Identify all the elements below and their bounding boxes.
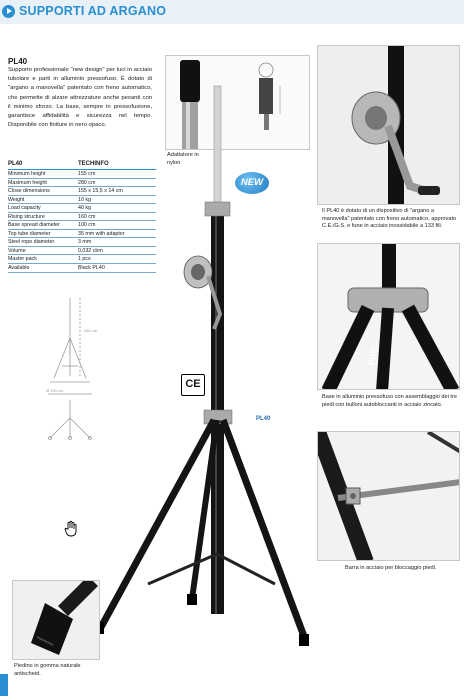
spec-value: 155 x 15,5 x 14 cm bbox=[78, 188, 123, 195]
spec-value: 10 kg bbox=[78, 196, 91, 203]
spec-label: Rising structure bbox=[8, 213, 45, 220]
spec-label: Master pack bbox=[8, 256, 37, 263]
spec-value: 0,032 cbm bbox=[78, 247, 103, 254]
spec-label: Volume bbox=[8, 247, 26, 254]
play-bullet-icon bbox=[2, 5, 15, 18]
spec-label: Load capacity bbox=[8, 205, 41, 212]
page-header bbox=[0, 0, 464, 24]
specs-header-techinfo: TECHINFO bbox=[78, 161, 109, 167]
foot-photo bbox=[12, 580, 100, 660]
spec-label: Minimum height bbox=[8, 171, 46, 177]
spec-value: 1 pcs bbox=[78, 256, 91, 263]
caption-barra: Barra in acciaio per bloccaggio piedi. bbox=[345, 565, 437, 571]
spec-label: Available bbox=[8, 265, 30, 272]
ce-mark: CE bbox=[181, 374, 205, 396]
page-title: SUPPORTI AD ARGANO bbox=[19, 4, 167, 18]
caption-base: Base in alluminio pressofuso con assemblaggio dei tre piedi con bulloni autobloccanti in acciaio zincato. bbox=[322, 394, 457, 408]
spec-label: Close dimensions bbox=[8, 188, 50, 195]
svg-text:PRO: PRO bbox=[366, 345, 380, 367]
product-model: PL40 bbox=[8, 57, 28, 66]
spec-value: 35 mm with adaptor bbox=[78, 230, 125, 237]
spec-label: Top tube diameter bbox=[8, 230, 51, 237]
spec-value: 280 cm bbox=[78, 179, 96, 186]
stand-model-label: PL40 bbox=[256, 416, 271, 422]
caption-argano: Il PL40 è dotato di un dispositivo di "argano a manovella" patentato con freno automatico, approvato C.E./G.S. e fune in acciaio inossidabile a 133 fili. bbox=[322, 208, 457, 230]
svg-text:280 cm: 280 cm bbox=[84, 328, 98, 333]
new-badge: NEW bbox=[235, 172, 269, 194]
caption-adattatore: Adattatore in nylon bbox=[167, 152, 199, 166]
spec-label: Weight bbox=[8, 196, 25, 203]
svg-text:Ø 100 cm: Ø 100 cm bbox=[46, 388, 64, 393]
bar-photo bbox=[317, 431, 460, 561]
spec-label: Base spread diameter bbox=[8, 222, 60, 229]
spec-value: 155 cm bbox=[78, 171, 96, 177]
spec-value: 3 mm bbox=[78, 239, 92, 246]
winch-photo bbox=[317, 45, 460, 205]
product-description: Supporto professionale "new design" per luci in acciaio tubolare e parti in alluminio pressofuso. È dotato di "argano a manovella" patentato con freno automatico, che permette di alzare attrezzature anche pesanti con il minimo sforzo. La base, sempre in pressofusione, garantisce affidabilità e sicurezza nel tempo. Disponibile con finiture in nero opaco. bbox=[8, 67, 152, 129]
specs-header-model: PL40 bbox=[8, 161, 23, 167]
spec-label: Steel rope diameter bbox=[8, 239, 55, 246]
pointing-hand-icon bbox=[62, 520, 80, 538]
spec-label: Maximum height bbox=[8, 179, 47, 186]
base-photo bbox=[317, 243, 460, 390]
spec-value: 40 kg bbox=[78, 205, 91, 212]
spec-value: Black PL40 bbox=[78, 265, 105, 272]
main-stand-image bbox=[80, 24, 320, 696]
page-edge-stripe bbox=[0, 674, 8, 696]
spec-value: 100 cm bbox=[78, 222, 96, 229]
spec-value: 160 cm bbox=[78, 213, 96, 220]
caption-piedino: Piedino in gomma naturale antischeid. bbox=[14, 663, 81, 677]
